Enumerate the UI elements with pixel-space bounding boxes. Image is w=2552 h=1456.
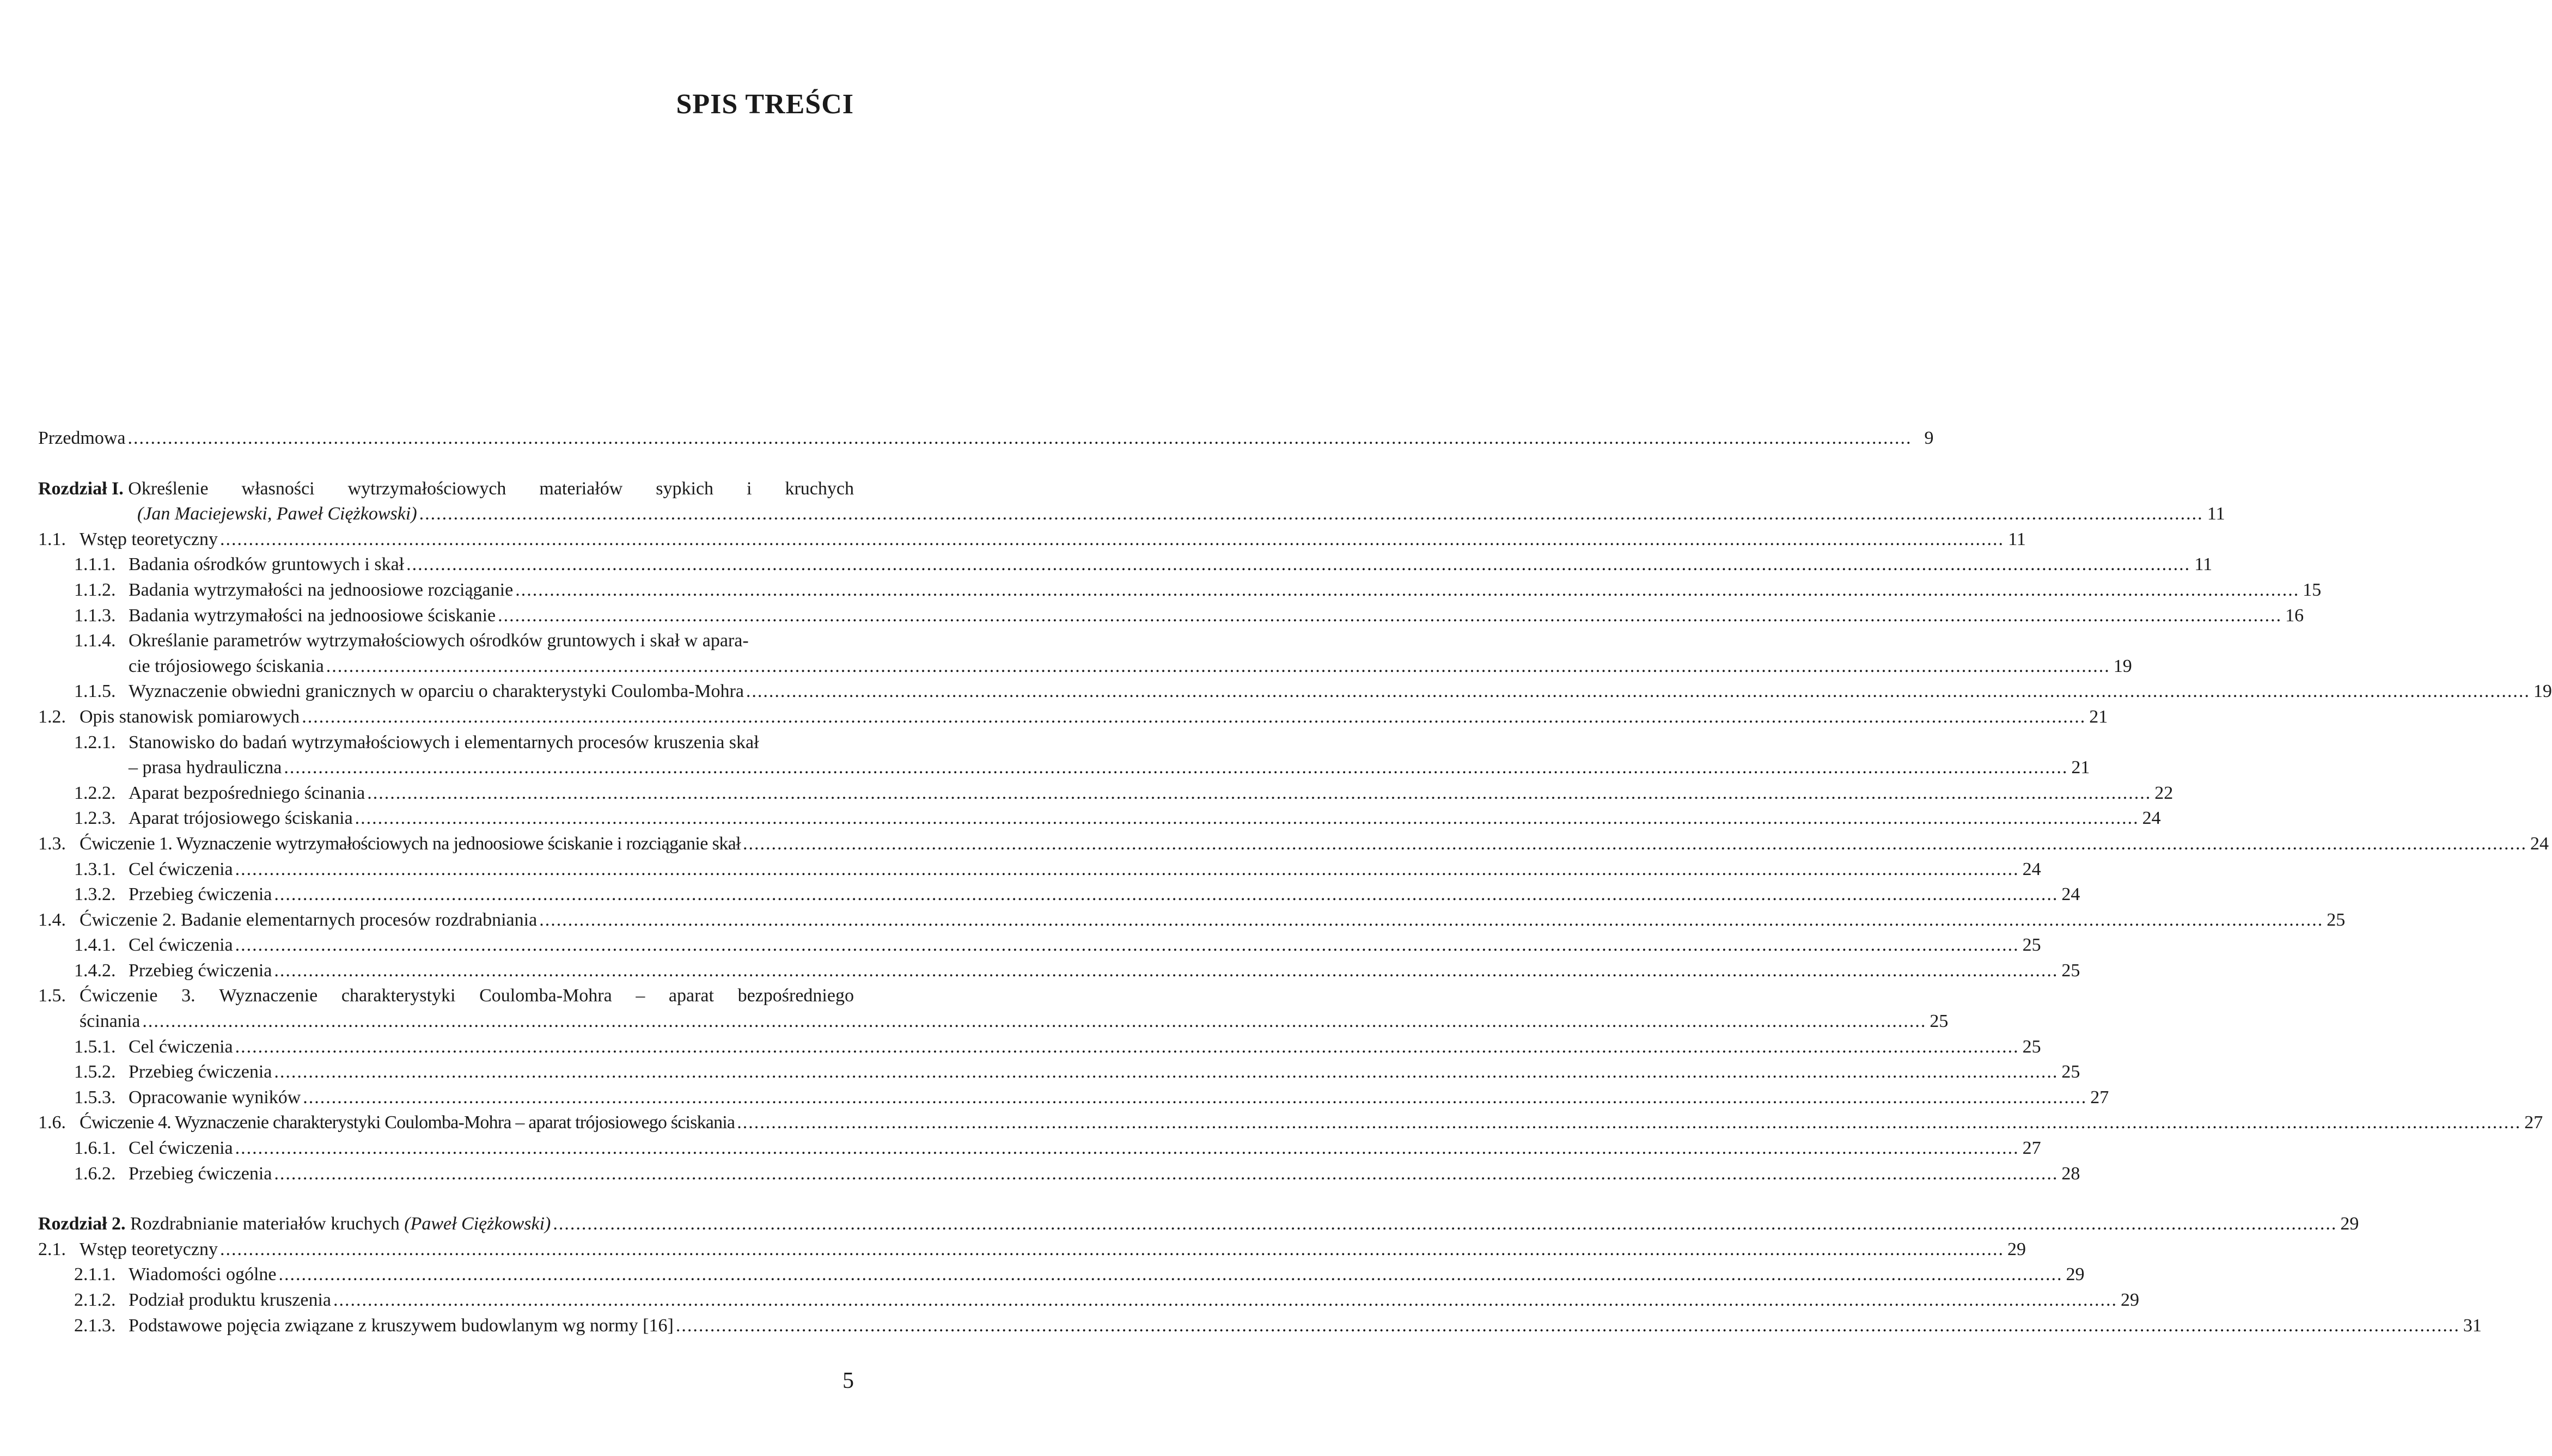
leader-dots [235, 1035, 2019, 1060]
leader-dots [743, 831, 2527, 857]
toc-entry[interactable] [38, 1136, 2041, 1161]
leader-dots [274, 1060, 2058, 1085]
toc-entry-page: 27 [2022, 1138, 2041, 1159]
toc-entry-number: 1.2.2. [74, 782, 116, 803]
leader-dots [553, 1212, 2337, 1237]
toc-entry-text: Przebieg ćwiczenia [129, 1163, 272, 1184]
chapter-1-authors: (Jan Maciejewski, Paweł Ciężkowski) [137, 504, 417, 524]
chapter-2-heading[interactable] [38, 1212, 2359, 1237]
toc-entry-text: Przebieg ćwiczenia [129, 1062, 272, 1082]
leader-dots [333, 1288, 2117, 1313]
toc-entry-page: 31 [2463, 1315, 2482, 1336]
toc-entry-number: 1.4. [38, 909, 66, 930]
toc-entry-page: 9 [1924, 428, 1934, 448]
toc-entry-word: Wyznaczenie [219, 986, 318, 1006]
toc-entry-text: Przedmowa [38, 428, 126, 448]
toc-entry-word: charakterystyki [341, 986, 456, 1006]
toc-entry-number: 1.1. [38, 529, 66, 549]
leader-dots [274, 1161, 2058, 1187]
toc-entry[interactable] [38, 1262, 2085, 1288]
chapter-2-label: Rozdział 2. [38, 1214, 126, 1234]
toc-entry-text: Wiadomości ogólne [129, 1264, 277, 1285]
toc-entry[interactable] [38, 1060, 2080, 1085]
toc-entry-text: Wstęp teoretyczny [80, 529, 218, 549]
toc-entry-text: Cel ćwiczenia [129, 1036, 233, 1057]
toc-entry-text-cont: ścinania [80, 1011, 141, 1032]
toc-entry[interactable] [38, 552, 2213, 578]
toc-entry-page: 24 [2022, 859, 2041, 879]
toc-entry-number: 1.2.3. [74, 808, 116, 829]
toc-entry-word: – [636, 986, 645, 1006]
leader-dots [220, 527, 2004, 553]
chapter-1-word: i [747, 478, 752, 499]
toc-entry-page: 29 [2340, 1214, 2359, 1234]
leader-dots [235, 933, 2019, 958]
toc-entry-number: 1.1.4. [74, 631, 116, 651]
toc-entry-text: Badania wytrzymałości na jednoosiowe ściskanie [129, 605, 496, 626]
leader-dots [676, 1313, 2460, 1339]
toc-entry[interactable] [38, 1035, 2041, 1060]
toc-entry-text: Cel ćwiczenia [129, 935, 233, 956]
toc-entry-page: 29 [2007, 1239, 2026, 1259]
chapter-1-word: wytrzymałościowych [347, 478, 506, 499]
chapter-1-authors-row[interactable] [38, 501, 2225, 527]
toc-entry[interactable] [38, 1085, 2109, 1111]
toc-entry-number: 1.5.2. [74, 1062, 116, 1082]
toc-entry-text: Ćwiczenie 4. Wyznaczenie charakterystyki Coulomba-Mohra – aparat trójosiowego ściskania [80, 1112, 735, 1133]
chapter-1-word: Określenie [128, 478, 209, 499]
toc-entry-word: aparat [668, 986, 714, 1006]
toc-entry-number: 1.2.1. [74, 732, 116, 753]
toc-entry-number: 1.6.1. [74, 1138, 116, 1159]
toc-entry[interactable] [38, 958, 2080, 984]
toc-entry[interactable] [38, 679, 2552, 705]
toc-entry-number: 1.5. [38, 986, 66, 1006]
toc-entry[interactable] [38, 1110, 2543, 1136]
toc-entry-text: Wyznaczenie obwiedni granicznych w oparciu o charakterystyki Coulomba-Mohra [129, 681, 744, 702]
toc-entry-page: 15 [2303, 579, 2322, 600]
toc-entry-page: 27 [2524, 1112, 2543, 1133]
toc-entry-page: 28 [2061, 1163, 2080, 1184]
leader-dots [515, 578, 2299, 603]
toc-entry-page: 24 [2530, 833, 2549, 854]
toc-entry[interactable] [38, 781, 2174, 806]
leader-dots [274, 882, 2058, 908]
toc-entry-text: Aparat bezpośredniego ścinania [129, 782, 365, 803]
toc-entry-page: 11 [2207, 504, 2225, 524]
toc-entry[interactable] [38, 857, 2041, 883]
leader-dots [355, 806, 2139, 831]
toc-entry-page: 25 [2327, 909, 2346, 930]
toc-entry-text: Stanowisko do badań wytrzymałościowych i elementarnych procesów kruszenia skał [129, 732, 759, 753]
toc-entry-text: Wstęp teoretyczny [80, 1239, 218, 1259]
toc-entry[interactable] [38, 628, 854, 654]
toc-entry-number: 1.4.1. [74, 935, 116, 956]
toc-entry-page: 21 [2071, 757, 2090, 778]
toc-entry[interactable] [38, 705, 2108, 730]
toc-entry-word: Ćwiczenie [80, 986, 158, 1006]
toc-entry-text: Podstawowe pojęcia związane z kruszywem budowlanym wg normy [16] [129, 1315, 674, 1336]
toc-entry-number: 1.3.1. [74, 859, 116, 879]
toc-entry[interactable] [38, 831, 2549, 857]
chapter-1-word: sypkich [656, 478, 714, 499]
toc-entry-number: 2.1.3. [74, 1315, 116, 1336]
toc-entry-text: Cel ćwiczenia [129, 859, 233, 879]
toc-entry-number: 2.1. [38, 1239, 66, 1259]
chapter-1-heading[interactable] [38, 476, 854, 502]
toc-entry-page: 11 [2008, 529, 2026, 549]
leader-dots [274, 958, 2058, 984]
toc-entry-start [38, 983, 158, 1009]
toc-entry-number: 1.6. [38, 1112, 66, 1133]
leader-dots [302, 705, 2086, 730]
toc-entry-number: 1.4.2. [74, 960, 116, 981]
toc-entry[interactable] [38, 1237, 2026, 1263]
leader-dots [220, 1237, 2004, 1263]
toc-entry-text: Określanie parametrów wytrzymałościowych ośrodków gruntowych i skał w apara- [129, 631, 749, 651]
toc-entry[interactable] [38, 527, 2026, 553]
toc-entry-text: Ćwiczenie 1. Wyznaczenie wytrzymałościowych na jednoosiowe ściskanie i rozciąganie skał [80, 833, 741, 854]
leader-dots [737, 1110, 2521, 1136]
toc-entry-number: 1.1.5. [74, 681, 116, 702]
table-of-contents [38, 426, 2552, 1338]
toc-entry-text: Badania ośrodków gruntowych i skał [129, 554, 405, 575]
leader-dots [142, 1009, 1926, 1035]
leader-dots [284, 755, 2068, 781]
chapter-2-authors: (Paweł Ciężkowski) [404, 1214, 551, 1234]
toc-entry[interactable] [38, 730, 854, 756]
toc-entry[interactable] [38, 983, 854, 1009]
toc-entry-text: Podział produktu kruszenia [129, 1290, 332, 1310]
toc-entry-text: Badania wytrzymałości na jednoosiowe rozciąganie [129, 579, 514, 600]
leader-dots [746, 679, 2530, 705]
leader-dots [279, 1262, 2063, 1288]
toc-entry-number: 1.2. [38, 706, 66, 727]
leader-dots [498, 603, 2282, 629]
chapter-1-title-start [38, 476, 209, 502]
toc-entry-page: 21 [2089, 706, 2108, 727]
toc-entry-text: Ćwiczenie 2. Badanie elementarnych procesów rozdrabniania [80, 909, 538, 930]
toc-entry-text: Opis stanowisk pomiarowych [80, 706, 300, 727]
toc-entry[interactable] [38, 806, 2161, 831]
chapter-2-title [38, 1212, 551, 1237]
toc-entry[interactable] [38, 908, 2346, 933]
toc-entry-text: Opracowanie wyników [129, 1087, 301, 1108]
toc-entry-page: 11 [2194, 554, 2213, 575]
toc-entry-number: 1.1.2. [74, 579, 116, 600]
toc-entry-number: 2.1.1. [74, 1264, 116, 1285]
toc-entry-number: 1.3. [38, 833, 66, 854]
toc-entry-number: 1.5.1. [74, 1036, 116, 1057]
toc-entry-number: 1.3.2. [74, 884, 116, 905]
toc-entry-text: Cel ćwiczenia [129, 1138, 233, 1159]
toc-entry-page: 16 [2285, 605, 2304, 626]
leader-dots [406, 552, 2190, 578]
toc-entry-page: 25 [2022, 1036, 2041, 1057]
toc-entry-continuation[interactable] [38, 654, 2132, 680]
toc-entry-page: 19 [2113, 656, 2132, 676]
toc-entry-page: 25 [2022, 935, 2041, 956]
toc-entry-page: 24 [2061, 884, 2080, 905]
toc-entry-preface[interactable] [38, 426, 1934, 451]
leader-dots [539, 908, 2323, 933]
chapter-1-label: Rozdział I. [38, 478, 124, 499]
leader-dots [303, 1085, 2087, 1111]
toc-entry-word: bezpośredniego [737, 986, 854, 1006]
toc-entry-word: 3. [181, 986, 196, 1006]
toc-entry-number: 1.6.2. [74, 1163, 116, 1184]
toc-entry-continuation[interactable] [38, 755, 2090, 781]
toc-entry-number: 1.1.1. [74, 554, 116, 575]
toc-entry[interactable] [38, 578, 2322, 603]
toc-entry[interactable] [38, 882, 2080, 908]
toc-entry-text: Aparat trójosiowego ściskania [129, 808, 353, 829]
toc-entry-page: 25 [2061, 1062, 2080, 1082]
toc-entry-page: 25 [1930, 1011, 1949, 1032]
chapter-1-word: kruchych [785, 478, 854, 499]
toc-entry-page: 29 [2066, 1264, 2085, 1285]
leader-dots [128, 426, 1912, 451]
toc-entry[interactable] [38, 1161, 2080, 1187]
toc-entry-page: 24 [2142, 808, 2161, 829]
toc-entry-text: Przebieg ćwiczenia [129, 884, 272, 905]
toc-entry-text: Przebieg ćwiczenia [129, 960, 272, 981]
toc-entry-page: 22 [2154, 782, 2174, 803]
toc-entry-text-cont: cie trójosiowego ściskania [129, 656, 324, 676]
leader-dots [235, 1136, 2019, 1161]
toc-entry-page: 19 [2533, 681, 2552, 702]
chapter-1-word: własności [241, 478, 315, 499]
toc-entry-text-cont: – prasa hydrauliczna [129, 757, 282, 778]
toc-entry[interactable] [38, 1313, 2482, 1339]
toc-entry-page: 25 [2061, 960, 2080, 981]
toc-entry-number: 2.1.2. [74, 1290, 116, 1310]
toc-entry-word: Coulomba-Mohra [479, 986, 612, 1006]
toc-entry[interactable] [38, 1288, 2140, 1313]
leader-dots [235, 857, 2019, 883]
chapter-1-word: materiałów [539, 478, 623, 499]
page-number: 5 [842, 1368, 854, 1393]
page-title: SPIS TREŚCI [676, 89, 854, 120]
toc-entry-page: 29 [2121, 1290, 2140, 1310]
leader-dots [367, 781, 2151, 806]
toc-entry-number: 1.5.3. [74, 1087, 116, 1108]
leader-dots [419, 501, 2203, 527]
leader-dots [326, 654, 2110, 680]
toc-entry[interactable] [38, 933, 2041, 958]
toc-entry-number: 1.1.3. [74, 605, 116, 626]
toc-entry[interactable] [38, 603, 2304, 629]
toc-entry-continuation[interactable] [38, 1009, 1949, 1035]
toc-entry-page: 27 [2090, 1087, 2109, 1108]
chapter-2-text: Rozdrabnianie materiałów kruchych [130, 1214, 400, 1234]
